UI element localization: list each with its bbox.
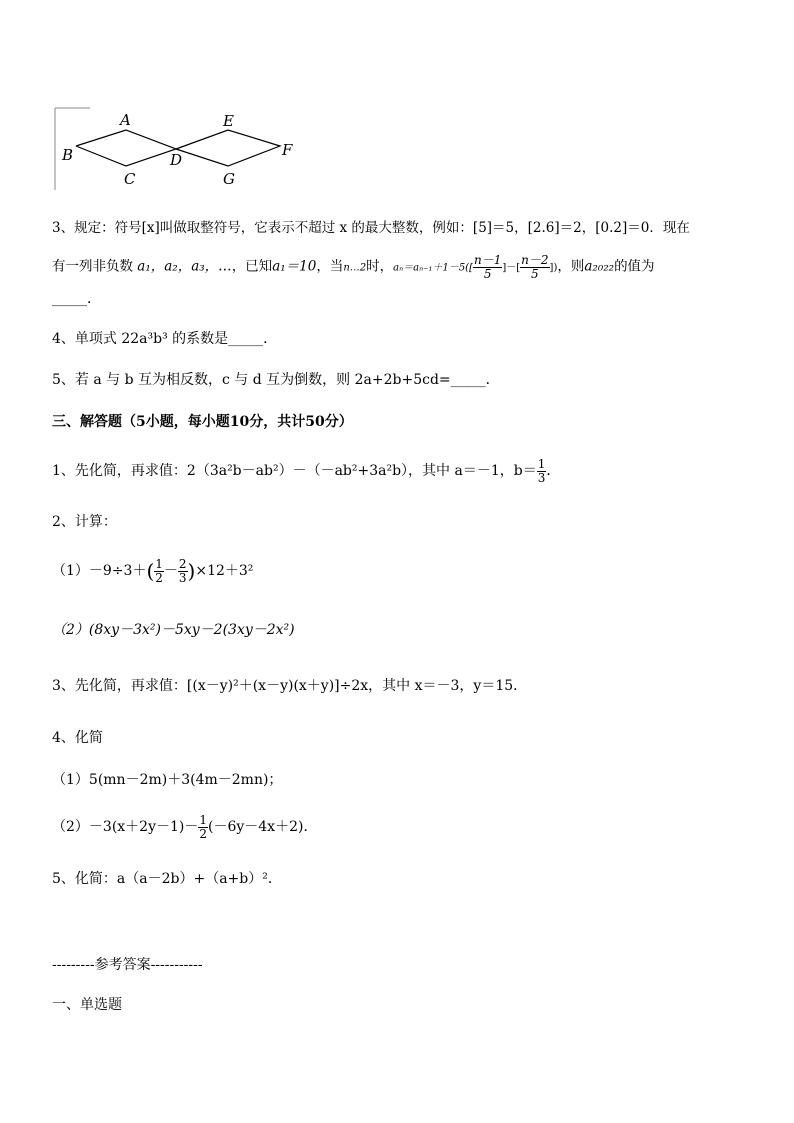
answers-divider: ---------参考答案-----------	[52, 957, 203, 973]
fill-q3-seq: a₁，a₂，a₃，…	[137, 258, 232, 275]
s3-q2-1-minus: －	[163, 563, 178, 580]
rhombus-figure	[50, 100, 310, 195]
fill-q3-mid: ]－[	[502, 262, 521, 274]
s3-q5: 5、化简：a（a－2b）+（a+b）²．	[52, 871, 282, 887]
s3-q2-1-pre: （1）－9÷3＋	[52, 563, 147, 580]
s3-q4-1: （1）5(mn－2m)＋3(4m－2mn)；	[52, 772, 283, 788]
s3-q2-2: （2）(8xy－3x²)－5xy－2(3xy－2x²)	[52, 622, 295, 638]
answers-part1: 一、单选题	[52, 997, 122, 1013]
fill-q3-num: 3、	[52, 220, 75, 236]
fill-q3-target: a₂₀₂₂	[584, 258, 615, 275]
fill-q3-line2	[52, 254, 655, 280]
s3-q4-2-pre: （2）－3(x＋2y－1)－	[52, 819, 199, 836]
fill-q3-text2c: ，当	[316, 258, 344, 275]
label-F: F	[282, 141, 293, 159]
fill-q4: 4、单项式 22a³b³ 的系数是_____．	[52, 331, 278, 347]
s3-q2-title: 2、计算：	[52, 514, 117, 530]
s3-q2-1-frac1: $\frac{1}{2}$	[155, 557, 163, 585]
fill-q3-text2f: 的值为	[614, 258, 655, 275]
label-G: G	[223, 170, 235, 188]
fill-q3-cond: n…2	[343, 262, 367, 274]
s3-q4-2-frac: $\frac{1}{2}$	[199, 813, 207, 841]
fill-q3-a1: a₁＝10	[272, 258, 317, 275]
s3-q4-2-post: (－6y－4x＋2)．	[208, 819, 318, 836]
fill-q3-text2a: 有一列非负数	[52, 258, 133, 275]
s3-q4-2	[52, 814, 317, 840]
fill-q3-blank: _____．	[52, 291, 101, 307]
fill-q3-line1	[52, 222, 690, 236]
s3-q1-text: 1、先化简，再求值：2（3a²b－ab²）－（－ab²+3a²b），其中 a＝－1，b＝	[52, 463, 537, 480]
s3-q2-1-frac2: $\frac{2}{3}$	[178, 557, 187, 585]
fill-q3-text2d: 时，	[366, 258, 394, 275]
s3-q1-frac: $\frac{1}{3}$	[537, 457, 546, 485]
s3-q2-1-post: ×12＋3²	[195, 563, 254, 580]
s3-q2-1: （1）－9÷3＋( $\frac{1}{2}$ － $\frac{2}{3}$ )×12＋3²	[52, 557, 254, 585]
label-E: E	[223, 112, 234, 130]
label-C: C	[124, 170, 136, 188]
fill-q3-formula-pre: aₙ＝aₙ₋₁＋1－5([	[393, 262, 473, 274]
s3-q1	[52, 458, 560, 484]
s3-q3: 3、先化简，再求值：[(x－y)²＋(x－y)(x＋y)]÷2x，其中 x＝－3，y＝15．	[52, 678, 528, 694]
label-D: D	[170, 151, 183, 169]
fill-q3-text1: 规定：符号[x]叫做取整符号，它表示不超过 x 的最大整数，例如：[5]＝5，[2.6]＝2，[0.2]＝0．现在	[74, 220, 690, 236]
fill-q3-frac1: $\frac{n-1}{5}$	[473, 253, 502, 281]
s3-q1-end: ．	[546, 463, 561, 480]
s3-q4-title: 4、化简	[52, 730, 103, 746]
fill-q3-formula-post: ])	[549, 262, 558, 274]
fill-q5: 5、若 a 与 b 互为相反数，c 与 d 互为倒数，则 2a+2b+5cd=_____．	[52, 372, 500, 388]
fill-q3-text2b: ，已知	[231, 258, 273, 275]
label-A: A	[120, 111, 131, 129]
section3-title: 三、解答题（5小题，每小题10分，共计50分）	[52, 414, 353, 430]
fill-q3-frac2: $\frac{n-2}{5}$	[521, 253, 549, 281]
fill-q3-text2e: ，则	[557, 258, 585, 275]
label-B: B	[62, 146, 74, 164]
